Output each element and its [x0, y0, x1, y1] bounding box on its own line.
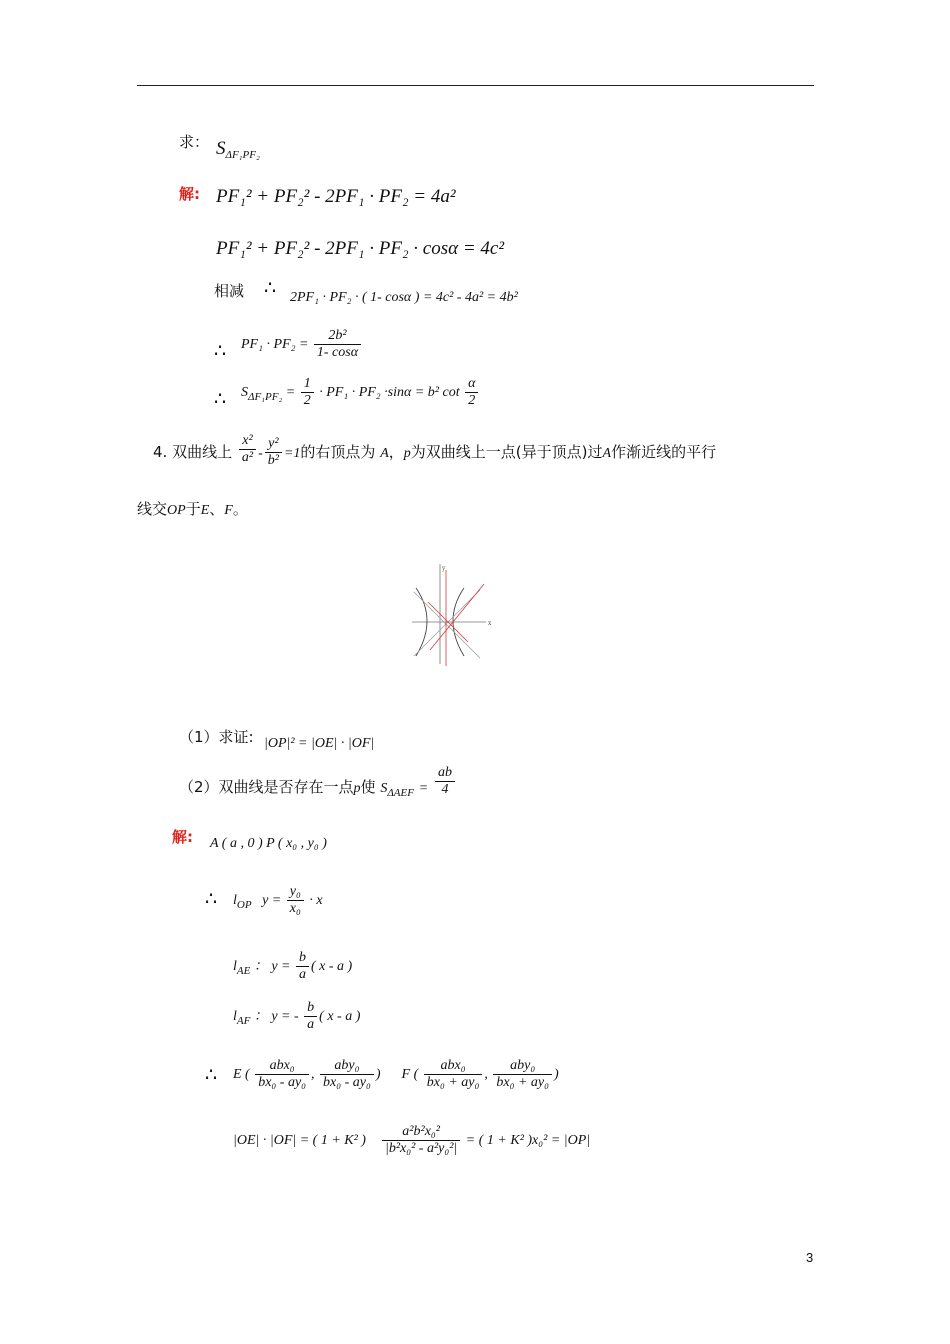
subtract-label: 相减	[214, 282, 245, 300]
problem-4-line-2: 线交OP于E、F。	[137, 500, 248, 518]
equation-3: 2PF₁ · PF₂ · ( 1- cosα ) = 4c² - 4a² = 4b²	[290, 290, 518, 305]
hyperbola-figure	[410, 562, 490, 666]
page-number: 3	[806, 1250, 814, 1265]
equation-5: $S_{\Delta F_1PF_2}$ = $\frac{1}{2}$ · PF₁ · PF₂ ·sinα = b² cot $\frac{\alpha}{2}$	[241, 376, 480, 409]
line-op: $l_{OP}$ y = $\frac{\text{y₀}}{\text{x₀}}$ · x	[233, 884, 323, 917]
line-ae: $l_{AE}$ ： y = $\frac{b}{a}$ ( x - a )	[233, 950, 353, 983]
therefore-5: ∴	[205, 1065, 218, 1086]
final-equation: |OE| · |OF| = ( 1 + K² ) $\frac{\text{a²b²x₀²}}{\text{|b²x₀² - a²y₀²|}}$ = ( 1 + K² )x₀² = |OP|	[233, 1124, 591, 1157]
therefore-4: ∴	[205, 889, 218, 910]
points-line: A ( a , 0 ) P ( x₀ , y₀ )	[210, 836, 327, 851]
equation-2: PF₁² + PF₂² - 2PF₁ · PF₂ · cosα = 4c²	[216, 238, 505, 259]
qiu-label: 求：	[179, 133, 210, 151]
target-area: $S_{\Delta F_1PF_2}$	[216, 138, 260, 161]
points-ef: E ( $\frac{\text{abx₀}}{\text{bx₀ - ay₀}}$ , $\frac{\text{aby₀}}{\text{bx₀ - ay₀}}$ ) F ( $\frac{\text{abx₀}}{\text{bx₀ + ay₀}}$ , $\frac{\text{aby₀}}{\text{bx₀ + ay₀}}$ )	[233, 1058, 559, 1091]
solution-label-3: 解:	[179, 185, 200, 203]
q1-label: （1）求证:	[179, 728, 254, 746]
therefore-1: ∴	[264, 278, 277, 299]
therefore-2: ∴	[214, 341, 227, 362]
equation-1: PF₁² + PF₂² - 2PF₁ · PF₂ = 4a²	[216, 186, 456, 207]
axis-y-label: y	[442, 565, 446, 572]
header-rule	[137, 85, 814, 86]
solution-label-4: 解:	[172, 828, 193, 846]
q1-expr: |OP|² = |OE| · |OF|	[264, 736, 375, 751]
therefore-3: ∴	[214, 389, 227, 410]
line-af: $l_{AF}$ ： y = - $\frac{b}{a}$ ( x - a )	[233, 1000, 361, 1033]
q2-line: （2）双曲线是否存在一点p使 $S_{\Delta AEF}$ = $\frac{ab}{4}$	[179, 776, 457, 799]
equation-4: PF₁ · PF₂ = $\frac{\text{2b²}}{1- \cos\alpha}$	[241, 328, 363, 361]
problem-4-line-1: 4. 双曲线上 $\frac{\text{x²}}{\text{a²}}$ - $\frac{\text{y²}}{\text{b²}}$ =1的右顶点为 A，p为双曲线上一点(异于顶点)过A作渐近线的平行	[153, 433, 717, 469]
axis-x-label: x	[488, 620, 492, 627]
